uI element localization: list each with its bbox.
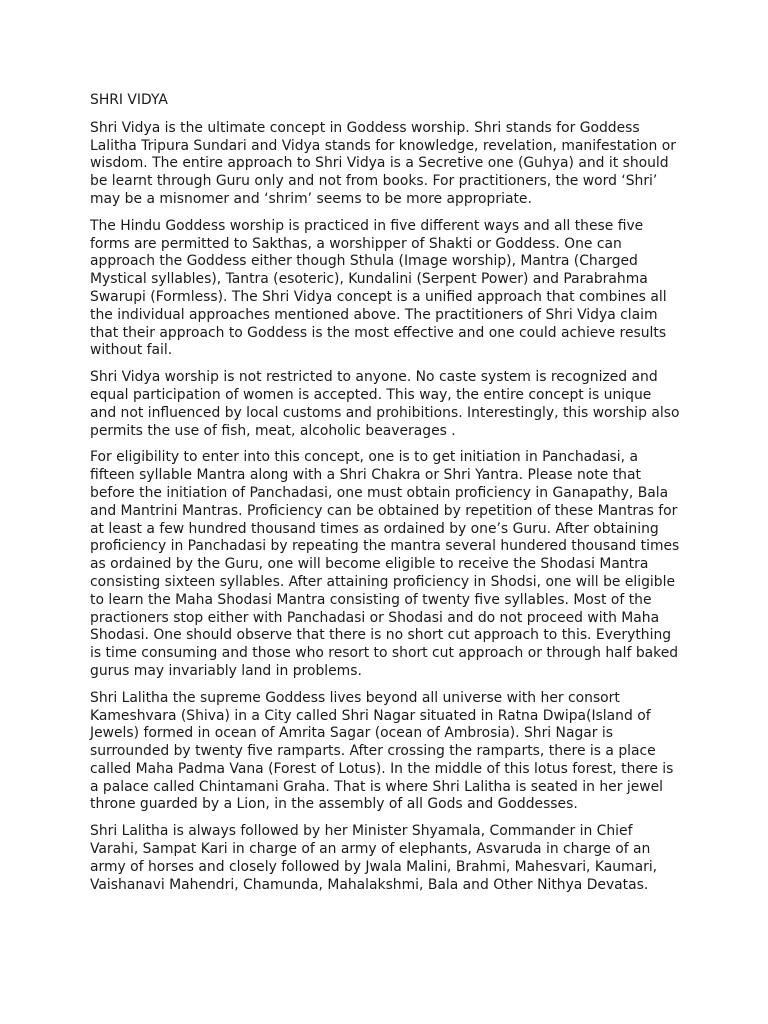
text-line: approach the Goddess either though Sthula (Image worship), Mantra (Charged [90, 253, 638, 270]
document-page [90, 92, 690, 903]
text-line: as ordained by the Guru, one will become eligible to receive the Shodasi Mantra [90, 556, 649, 573]
text-line: may be a misnomer and ‘shrim’ seems to be more appropriate. [90, 190, 532, 207]
text-line: the individual approaches mentioned above. The practitioners of Shri Vidya claim [90, 306, 658, 323]
text-line: surrounded by twenty five ramparts. After crossing the ramparts, there is a place [90, 743, 656, 760]
paragraph [90, 449, 690, 680]
text-line: proficiency in Panchadasi by repeating the mantra several hundered thousand times [90, 538, 680, 555]
text-line: The Hindu Goddess worship is practiced in five different ways and all these five [90, 217, 644, 234]
text-line: gurus may invariably land in problems. [90, 662, 362, 679]
text-line: Lalitha Tripura Sundari and Vidya stands for knowledge, revelation, manifestation or [90, 137, 676, 154]
text-line: throne guarded by a Lion, in the assembly of all Gods and Goddesses. [90, 796, 578, 813]
text-line: Jewels) formed in ocean of Amrita Sagar (ocean of Ambrosia). Shri Nagar is [90, 725, 614, 742]
text-line: and not influenced by local customs and prohibitions. Interestingly, this worship also [90, 404, 680, 421]
text-line: to learn the Maha Shodasi Mantra consisting of twenty five syllables. Most of the [90, 591, 652, 608]
text-line: called Maha Padma Vana (Forest of Lotus). In the middle of this lotus forest, there is [90, 760, 674, 777]
text-line: consisting sixteen syllables. After attaining proficiency in Shodsi, one will be eligible [90, 573, 676, 590]
text-line: equal participation of women is accepted. This way, the entire concept is unique [90, 386, 652, 403]
paragraph [90, 218, 690, 360]
text-line: Vaishanavi Mahendri, Chamunda, Mahalakshmi, Bala and Other Nithya Devatas. [90, 876, 649, 893]
text-line: army of horses and closely followed by Jwala Malini, Brahmi, Mahesvari, Kaumari, [90, 858, 658, 875]
document-title: SHRI VIDYA [90, 92, 168, 108]
text-line: before the initiation of Panchadasi, one must obtain proficiency in Ganapathy, Bala [90, 484, 669, 501]
text-line: Mystical syllables), Tantra (esoteric), Kundalini (Serpent Power) and Parabrahma [90, 271, 648, 288]
text-line: a palace called Chintamani Graha. That is where Shri Lalitha is seated in her jewel [90, 778, 664, 795]
text-line: that their approach to Goddess is the most effective and one could achieve results [90, 324, 667, 341]
text-line: Varahi, Sampat Kari in charge of an army of elephants, Asvaruda in charge of an [90, 841, 651, 858]
text-line: Shri Lalitha the supreme Goddess lives beyond all universe with her consort [90, 689, 620, 706]
paragraph [90, 823, 690, 894]
text-line: and Mantrini Mantras. Proficiency can be obtained by repetition of these Mantras for [90, 502, 678, 519]
paragraph [90, 369, 690, 440]
text-line: fifteen syllable Mantra along with a Shri Chakra or Shri Yantra. Please note that [90, 467, 641, 484]
text-line: at least a few hundred thousand times as ordained by one’s Guru. After obtaining [90, 520, 659, 537]
text-line: Shri Vidya worship is not restricted to anyone. No caste system is recognized and [90, 369, 658, 386]
text-line: permits the use of fish, meat, alcoholic beaverages . [90, 422, 456, 439]
text-line: practioners stop either with Panchadasi or Shodasi and do not proceed with Maha [90, 609, 660, 626]
text-line: Shri Lalitha is always followed by her Minister Shyamala, Commander in Chief [90, 823, 633, 840]
text-line: without fail. [90, 342, 173, 359]
text-line: Kameshvara (Shiva) in a City called Shri Nagar situated in Ratna Dwipa(Island of [90, 707, 651, 724]
text-line: wisdom. The entire approach to Shri Vidya is a Secretive one (Guhya) and it should [90, 155, 669, 172]
paragraph [90, 120, 690, 209]
text-line: be learnt through Guru only and not from books. For practitioners, the word ‘Shri’ [90, 173, 658, 190]
document-body [90, 120, 690, 895]
text-line: Shodasi. One should observe that there is no short cut approach to this. Everything [90, 627, 672, 644]
text-line: is time consuming and those who resort to short cut approach or through half baked [90, 645, 679, 662]
paragraph [90, 690, 690, 815]
text-line: Shri Vidya is the ultimate concept in Goddess worship. Shri stands for Goddess [90, 119, 640, 136]
text-line: Swarupi (Formless). The Shri Vidya concept is a unified approach that combines all [90, 288, 667, 305]
text-line: For eligibility to enter into this concept, one is to get initiation in Panchadasi, a [90, 449, 638, 466]
text-line: forms are permitted to Sakthas, a worshipper of Shakti or Goddess. One can [90, 235, 622, 252]
